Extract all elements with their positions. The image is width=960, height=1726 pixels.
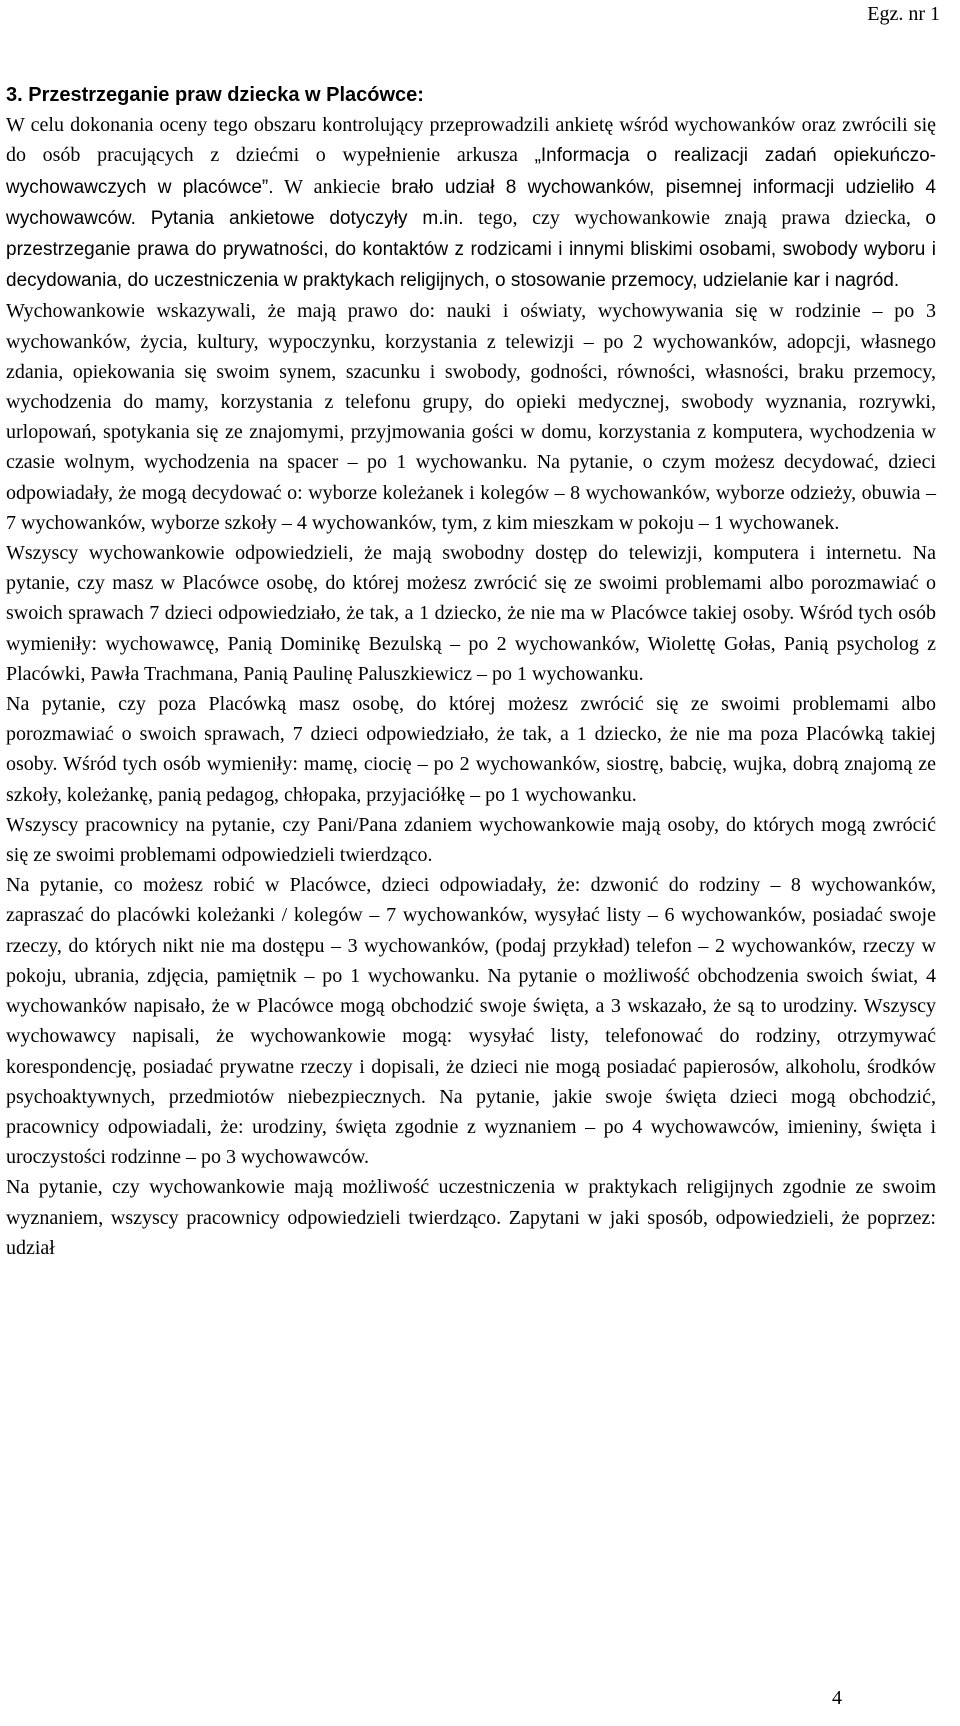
body-paragraph: Wszyscy wychowankowie odpowiedzieli, że mają swobodny dostęp do telewizji, komputera i internetu. Na pytanie, czy masz w Placówce osobę, do której możesz zwrócić się ze swoimi problemami albo porozmawiać o swoich sprawach 7 dzieci odpowiedziało, że tak, a 1 dziecko, że nie ma w Placówce takiej osoby. Wśród tych osób wymieniły: wychowawcę, Panią Dominikę Bezulską – po 2 wychowanków, Wiolettę Gołas, Panią psycholog z Placówki, Pawła Trachmana, Panią Paulinę Paluszkiewicz – po 1 wychowanku. xyxy=(6,542,936,685)
intro-text-1: W celu dokonania oceny tego obszaru kontrolujący przeprowadzili ankietę wśród wychowanków oraz zwrócili się do osób pracujących z dziećmi o wypełnienie arkusza xyxy=(6,114,936,167)
body-paragraph: Wszyscy pracownicy na pytanie, czy Pani/Pana zdaniem wychowankowie mają osoby, do których mogą zwrócić się ze swoimi problemami odpowiedzieli twierdząco. xyxy=(6,813,936,867)
body-paragraph: Na pytanie, czy poza Placówką masz osobę, do której możesz zwrócić się ze swoimi problemami albo porozmawiać o swoich sprawach, 7 dzieci odpowiedziało, że tak, a 1 dziecko, że nie ma poza Placówką takiej osoby. Wśród tych osób wymieniły: mamę, ciocię – po 2 wychowanków, siostrę, babcię, wujka, dobrą znajomą ze szkoły, koleżankę, panią pedagog, chłopaka, przyjaciółkę – po 1 wychowanku. xyxy=(6,693,936,806)
intro-text-4: brało udział 8 wychowanków, pisemnej informacji udzieliło 4 wychowawców. Pytania ankietowe dotyczyły m.in. xyxy=(6,176,936,229)
intro-text-5: tego, czy wychowankowie znają prawa dziecka, xyxy=(463,206,926,229)
body-paragraph: Na pytanie, co możesz robić w Placówce, dzieci odpowiadały, że: dzwonić do rodziny – 8 wychowanków, zapraszać do placówki koleżanki / kolegów – 7 wychowanków, wysyłać listy – 6 wychowanków, posiadać swoje rzeczy, do których nikt nie ma dostępu – 3 wychowanków, (podaj przykład) telefon – 2 wychowanków, rzeczy w pokoju, ubrania, zdjęcia, pamiętnik – po 1 wychowanku. Na pytanie o możliwość obchodzenia swoich świat, 4 wychowanków napisało, że w Placówce mogą obchodzić swoje święta, a 3 wskazało, że są to urodziny. Wszyscy wychowawcy napisali, że wychowankowie mogą: wysyłać listy, telefonować do rodziny, otrzymywać korespondencję, posiadać prywatne rzeczy i dopisali, że dzieci nie mogą posiadać papierosów, alkoholu, środków psychoaktywnych, przedmiotów niebezpiecznych. Na pytanie, jakie swoje święta dzieci mogą obchodzić, pracownicy odpowiadali, że: urodziny, święta zgodnie z wyznaniem – po 4 wychowawców, imieniny, święta i uroczystości rodzinne – po 3 wychowawców. xyxy=(6,874,936,1169)
intro-text-2: „Informacja o realizacji zadań opiekuńczo-wychowawczych w placówce”. xyxy=(6,145,936,198)
section-heading: 3. Przestrzeganie praw dziecka w Placówce: xyxy=(6,84,424,106)
body-paragraph: Na pytanie, czy wychowankowie mają możliwość uczestniczenia w praktykach religijnych zgodnie ze swoim wyznaniem, wszyscy pracownicy odpowiedzieli twierdząco. Zapytani w jaki sposób, odpowiedzieli, że poprzez: udział xyxy=(6,1176,936,1259)
copy-number-label: Egz. nr 1 xyxy=(867,3,940,25)
intro-text-6: o przestrzeganie prawa do prywatności, do kontaktów z rodzicami i innymi bliskimi osobami, swobody wyboru i decydowania, do uczestniczenia w praktykach religijnych, o stosowanie przemocy, udzielanie kar i nagród. xyxy=(6,207,936,292)
page-number: 4 xyxy=(832,1687,842,1709)
body-paragraph: Wychowankowie wskazywali, że mają prawo do: nauki i oświaty, wychowywania się w rodzinie – po 3 wychowanków, życia, kultury, wypoczynku, korzystania z telewizji – po 2 wychowanków, adopcji, własnego zdania, opiekowania się swoim synem, szacunku i swobody, godności, równości, własności, braku przemocy, wychodzenia do mamy, korzystania z telefonu grupy, do opieki medycznej, swobody wyznania, rozrywki, urlopowań, spotykania się ze znajomymi, przyjmowania gości w domu, korzystania z komputera, wychodzenia w czasie wolnym, wychodzenia na spacer – po 1 wychowanku. Na pytanie, o czym możesz decydować, dzieci odpowiadały, że mogą decydować o: wyborze koleżanek i kolegów – 8 wychowanków, wyborze odzieży, obuwia – 7 wychowanków, wyborze szkoły – 4 wychowanków, tym, z kim mieszkam w pokoju – 1 wychowanek. xyxy=(6,300,936,534)
intro-paragraph xyxy=(6,80,936,296)
document-body xyxy=(6,80,936,1263)
intro-text-3: W ankiecie xyxy=(273,175,392,198)
